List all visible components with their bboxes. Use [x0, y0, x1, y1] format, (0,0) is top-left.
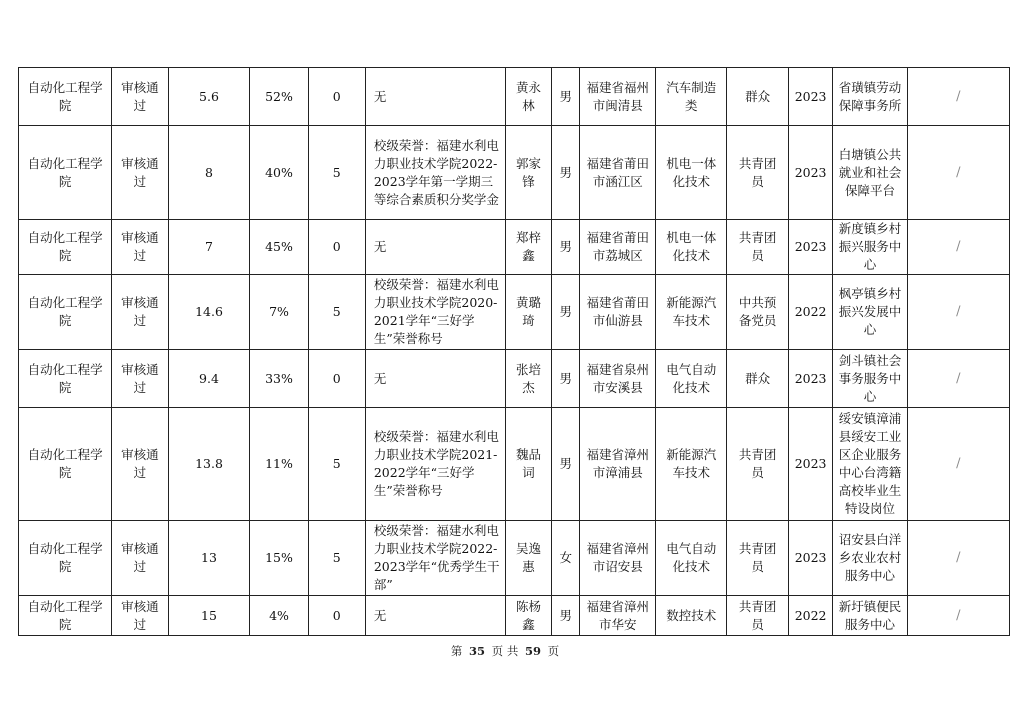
- cell-note: /: [907, 521, 1009, 596]
- table-row: [19, 68, 1010, 126]
- cell-honor: 无: [365, 350, 505, 408]
- cell-political: 共青团员: [727, 596, 789, 636]
- cell-status: 审核通过: [112, 275, 168, 350]
- cell-note: /: [907, 68, 1009, 126]
- cell-political: 共青团员: [727, 521, 789, 596]
- cell-score: 13.8: [168, 408, 250, 521]
- table-row: [19, 350, 1010, 408]
- cell-name: 张培杰: [505, 350, 552, 408]
- cell-college: 自动化工程学院: [19, 126, 112, 220]
- table-row: [19, 521, 1010, 596]
- cell-rank: 4%: [250, 596, 308, 636]
- footer-total-pages: 59: [524, 644, 541, 658]
- cell-major: 电气自动化技术: [656, 350, 727, 408]
- cell-bonus: 5: [308, 521, 365, 596]
- cell-note: /: [907, 275, 1009, 350]
- cell-bonus: 0: [308, 350, 365, 408]
- cell-bonus: 5: [308, 275, 365, 350]
- cell-honor: 校级荣誉：福建水利电力职业技术学院2021-2022学年“三好学生”荣誉称号: [365, 408, 505, 521]
- cell-name: 魏品词: [505, 408, 552, 521]
- cell-origin: 福建省莆田市涵江区: [580, 126, 656, 220]
- cell-honor: 校级荣誉：福建水利电力职业技术学院2020-2021学年“三好学生”荣誉称号: [365, 275, 505, 350]
- cell-year: 2023: [789, 521, 833, 596]
- cell-name: 郑梓鑫: [505, 220, 552, 275]
- cell-bonus: 0: [308, 68, 365, 126]
- data-table: [18, 67, 1010, 636]
- cell-rank: 11%: [250, 408, 308, 521]
- cell-major: 汽车制造类: [656, 68, 727, 126]
- cell-gender: 男: [552, 68, 580, 126]
- cell-year: 2023: [789, 408, 833, 521]
- cell-score: 9.4: [168, 350, 250, 408]
- cell-name: 黄璐琦: [505, 275, 552, 350]
- cell-name: 黄永林: [505, 68, 552, 126]
- cell-major: 机电一体化技术: [656, 220, 727, 275]
- cell-political: 群众: [727, 350, 789, 408]
- cell-year: 2023: [789, 68, 833, 126]
- cell-honor: 无: [365, 68, 505, 126]
- cell-gender: 男: [552, 350, 580, 408]
- cell-rank: 33%: [250, 350, 308, 408]
- cell-year: 2022: [789, 275, 833, 350]
- page-footer: [0, 643, 1010, 659]
- table-row: [19, 275, 1010, 350]
- footer-suffix: 页: [547, 644, 560, 658]
- cell-college: 自动化工程学院: [19, 596, 112, 636]
- cell-college: 自动化工程学院: [19, 350, 112, 408]
- cell-name: 吴逸惠: [505, 521, 552, 596]
- cell-origin: 福建省莆田市仙游县: [580, 275, 656, 350]
- cell-origin: 福建省福州市闽清县: [580, 68, 656, 126]
- footer-current-page: 35: [469, 644, 486, 658]
- cell-name: 陈杨鑫: [505, 596, 552, 636]
- cell-major: 机电一体化技术: [656, 126, 727, 220]
- cell-gender: 女: [552, 521, 580, 596]
- cell-honor: 无: [365, 596, 505, 636]
- cell-status: 审核通过: [112, 596, 168, 636]
- cell-name: 郭家锋: [505, 126, 552, 220]
- cell-unit: 绥安镇漳浦县绥安工业区企业服务中心台湾籍高校毕业生特设岗位: [833, 408, 908, 521]
- cell-rank: 7%: [250, 275, 308, 350]
- cell-status: 审核通过: [112, 68, 168, 126]
- cell-major: 数控技术: [656, 596, 727, 636]
- cell-status: 审核通过: [112, 220, 168, 275]
- cell-score: 13: [168, 521, 250, 596]
- cell-political: 共青团员: [727, 408, 789, 521]
- table-row: [19, 220, 1010, 275]
- cell-note: /: [907, 126, 1009, 220]
- cell-college: 自动化工程学院: [19, 408, 112, 521]
- cell-origin: 福建省漳州市诏安县: [580, 521, 656, 596]
- cell-political: 群众: [727, 68, 789, 126]
- cell-origin: 福建省莆田市荔城区: [580, 220, 656, 275]
- cell-score: 8: [168, 126, 250, 220]
- cell-college: 自动化工程学院: [19, 275, 112, 350]
- cell-major: 新能源汽车技术: [656, 408, 727, 521]
- table-row: [19, 596, 1010, 636]
- cell-status: 审核通过: [112, 408, 168, 521]
- cell-score: 7: [168, 220, 250, 275]
- cell-unit: 剑斗镇社会事务服务中心: [833, 350, 908, 408]
- cell-rank: 45%: [250, 220, 308, 275]
- cell-college: 自动化工程学院: [19, 68, 112, 126]
- cell-bonus: 0: [308, 596, 365, 636]
- cell-score: 15: [168, 596, 250, 636]
- cell-gender: 男: [552, 596, 580, 636]
- cell-honor: 无: [365, 220, 505, 275]
- cell-rank: 52%: [250, 68, 308, 126]
- cell-bonus: 5: [308, 126, 365, 220]
- cell-status: 审核通过: [112, 126, 168, 220]
- cell-year: 2023: [789, 350, 833, 408]
- cell-college: 自动化工程学院: [19, 220, 112, 275]
- cell-unit: 省璜镇劳动保障事务所: [833, 68, 908, 126]
- cell-unit: 新度镇乡村振兴服务中心: [833, 220, 908, 275]
- cell-year: 2023: [789, 220, 833, 275]
- table-row: [19, 408, 1010, 521]
- cell-gender: 男: [552, 126, 580, 220]
- cell-political: 共青团员: [727, 126, 789, 220]
- cell-unit: 白塘镇公共就业和社会保障平台: [833, 126, 908, 220]
- cell-college: 自动化工程学院: [19, 521, 112, 596]
- footer-middle: 页 共: [491, 644, 519, 658]
- cell-honor: 校级荣誉：福建水利电力职业技术学院2022-2023学年“优秀学生干部”: [365, 521, 505, 596]
- cell-year: 2023: [789, 126, 833, 220]
- table-row: [19, 126, 1010, 220]
- cell-note: /: [907, 220, 1009, 275]
- cell-origin: 福建省漳州市华安: [580, 596, 656, 636]
- cell-honor: 校级荣誉：福建水利电力职业技术学院2022-2023学年第一学期三等综合素质积分奖学金: [365, 126, 505, 220]
- cell-status: 审核通过: [112, 350, 168, 408]
- cell-origin: 福建省漳州市漳浦县: [580, 408, 656, 521]
- cell-score: 5.6: [168, 68, 250, 126]
- cell-score: 14.6: [168, 275, 250, 350]
- cell-status: 审核通过: [112, 521, 168, 596]
- cell-political: 中共预备党员: [727, 275, 789, 350]
- cell-note: /: [907, 408, 1009, 521]
- cell-unit: 诏安县白洋乡农业农村服务中心: [833, 521, 908, 596]
- cell-gender: 男: [552, 275, 580, 350]
- cell-rank: 15%: [250, 521, 308, 596]
- cell-gender: 男: [552, 408, 580, 521]
- cell-note: /: [907, 350, 1009, 408]
- cell-year: 2022: [789, 596, 833, 636]
- cell-major: 新能源汽车技术: [656, 275, 727, 350]
- cell-political: 共青团员: [727, 220, 789, 275]
- cell-rank: 40%: [250, 126, 308, 220]
- footer-prefix: 第: [450, 644, 463, 658]
- cell-bonus: 5: [308, 408, 365, 521]
- cell-major: 电气自动化技术: [656, 521, 727, 596]
- cell-origin: 福建省泉州市安溪县: [580, 350, 656, 408]
- cell-bonus: 0: [308, 220, 365, 275]
- cell-gender: 男: [552, 220, 580, 275]
- cell-note: /: [907, 596, 1009, 636]
- cell-unit: 枫亭镇乡村振兴发展中心: [833, 275, 908, 350]
- cell-unit: 新圩镇便民服务中心: [833, 596, 908, 636]
